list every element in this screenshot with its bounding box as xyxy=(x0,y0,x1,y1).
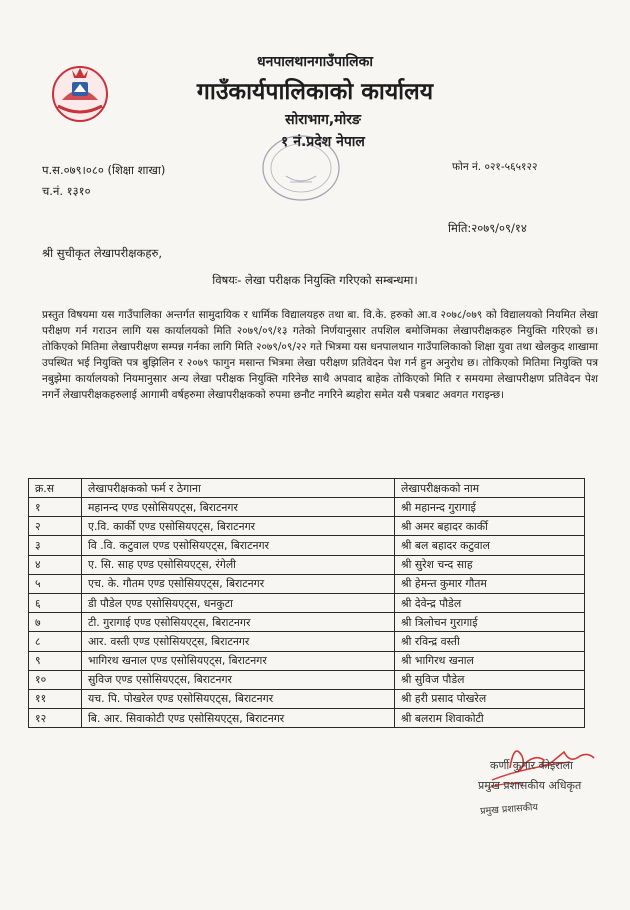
cell-firm: टी. गुरागाई एण्ड एसोसियएट्स, बिराटनगर xyxy=(82,613,395,632)
cell-sn: ४ xyxy=(29,555,82,574)
phone-number: फोन नं. ०२१-५६५१२२ xyxy=(452,161,538,173)
cell-firm: यच. पि. पोखरेल एण्ड एसोसियएट्स, बिराटनगर xyxy=(82,689,395,708)
column-header-firm: लेखापरीक्षकको फर्म र ठेगाना xyxy=(82,479,395,498)
table-row xyxy=(29,670,585,689)
municipality-name: धनपालथानगाउँपालिका xyxy=(256,54,374,70)
cell-auditor: श्री रविन्द्र वस्ती xyxy=(395,632,585,651)
table-row xyxy=(29,555,585,574)
cell-auditor: श्री बल बहादर कटुवाल xyxy=(395,536,585,555)
letter-subject: विषयः- लेखा परीक्षक नियुक्ति गरिएको सम्बन्धमा। xyxy=(212,273,418,287)
cell-auditor: श्री बलराम शिवाकोटी xyxy=(395,709,585,728)
cell-auditor: श्री महानन्द गुरागाई xyxy=(395,498,585,517)
table-row xyxy=(29,517,585,536)
table-row xyxy=(29,536,585,555)
cell-auditor: श्री हेमन्त कुमार गौतम xyxy=(395,574,585,593)
cell-sn: ८ xyxy=(29,632,82,651)
table-row xyxy=(29,498,585,517)
cell-sn: ७ xyxy=(29,613,82,632)
cell-auditor: श्री हरी प्रसाद पोखरेल xyxy=(395,689,585,708)
office-location: सोराभाग,मोरङ xyxy=(285,112,361,128)
cell-firm: ए.वि. कार्की एण्ड एसोसियएट्स, बिराटनगर xyxy=(82,517,395,536)
cell-sn: १ xyxy=(29,498,82,517)
handwritten-signature xyxy=(452,722,602,832)
cell-sn: ३ xyxy=(29,536,82,555)
signatory-stamp: प्रमुख प्रशासकीय xyxy=(479,801,539,818)
cell-auditor: श्री देवेन्द्र पौडेल xyxy=(395,593,585,612)
column-header-auditor: लेखापरीक्षकको नाम xyxy=(395,479,585,498)
table-row xyxy=(29,574,585,593)
cell-auditor: श्री अमर बहादर कार्की xyxy=(395,517,585,536)
cell-sn: १२ xyxy=(29,709,82,728)
table-row xyxy=(29,632,585,651)
cell-sn: १० xyxy=(29,670,82,689)
table-row xyxy=(29,651,585,670)
cell-auditor: श्री सुविज पौडेल xyxy=(395,670,585,689)
recipient-line: श्री सुचीकृत लेखापरीक्षकहरु, xyxy=(42,246,162,260)
cell-firm: बि. आर. सिवाकोटी एण्ड एसोसियएट्स, बिराटनगर xyxy=(82,709,395,728)
signatory-name: कर्णी कुमार कोइराला xyxy=(490,759,573,772)
office-province: १ नं.प्रदेश नेपाल xyxy=(281,134,365,150)
auditor-table xyxy=(28,478,585,728)
cell-sn: ९ xyxy=(29,651,82,670)
cell-firm: डी पौडेल एण्ड एसोसियएट्स, धनकुटा xyxy=(82,593,395,612)
cell-firm: वि .वि. कटुवाल एण्ड एसोसियएट्स, बिराटनगर xyxy=(82,536,395,555)
cell-firm: महानन्द एण्ड एसोसियएट्स, बिराटनगर xyxy=(82,498,395,517)
reference-number: प.स.०७९।०८० (शिक्षा शाखा) xyxy=(42,163,166,177)
cell-firm: आर. वस्ती एण्ड एसोसियएट्स, बिराटनगर xyxy=(82,632,395,651)
cell-sn: २ xyxy=(29,517,82,536)
cell-auditor: श्री त्रिलोचन गुरागाई xyxy=(395,613,585,632)
cell-sn: ११ xyxy=(29,689,82,708)
table-row xyxy=(29,689,585,708)
cell-firm: सुविज एण्ड एसोसियएट्स, बिराटनगर xyxy=(82,670,395,689)
office-title: गाउँकार्यपालिकाको कार्यालय xyxy=(196,79,434,105)
signatory-title: प्रमुख प्रशासकीय अधिकृत xyxy=(478,779,582,792)
table-row xyxy=(29,593,585,612)
column-header-sn: क्र.स xyxy=(29,479,82,498)
table-row xyxy=(29,613,585,632)
cell-firm: भागिरथ खनाल एण्ड एसोसियएट्स, बिराटनगर xyxy=(82,651,395,670)
letter-date: मिति:२०७९/०९/१४ xyxy=(448,221,527,235)
cell-sn: ६ xyxy=(29,593,82,612)
cell-firm: ए. सि. साह एण्ड एसोसियएट्स, रंगेली xyxy=(82,555,395,574)
cell-auditor: श्री भागिरथ खनाल xyxy=(395,651,585,670)
cell-auditor: श्री सुरेश चन्द साह xyxy=(395,555,585,574)
dispatch-number: च.नं. १३१० xyxy=(42,184,91,198)
cell-firm: एच. के. गौतम एण्ड एसोसियएट्स, बिराटनगर xyxy=(82,574,395,593)
cell-sn: ५ xyxy=(29,574,82,593)
office-seal-stamp xyxy=(256,126,346,206)
letter-body: प्रस्तुत विषयमा यस गाउँपालिका अन्तर्गत सामुदायिक र धार्मिक विद्यालयहरु तथा बा. वि.के. हरुको आ.व २०७८/०७९ को विद्यालयको नियमित लेखा परीक्षण गर्न गराउन लागि यस कार्यालयको मिति २०७९/०९/१३ गतेको निर्णयानुसार तपशिल बमोजिमका लेखापरीक्षकहरु नियुक्ति गरिएको छ। तोकिएको मितिमा लेखापरीक्षण सम्पन्न गर्नका लागि मिति २०७९/०९/२२ गते भित्रमा यस धनपालथान गाउँपालिकाको शिक्षा युवा तथा खेलकुद शाखामा उपस्थित भई नियुक्ति पत्र बुझिलिन र २०७९ फागुन मसान्त भित्रमा लेखा परीक्षण प्रतिवेदन पेश गर्न हुन अनुरोध छ। तोकिएको मितिमा नियुक्ति पत्र नबुझेमा कार्यालयको नियमानुसार अन्य लेखा परीक्षक नियुक्ति गरिनेछ साथै अपवाद बाहेक तोकिएको मिति र समयमा लेखापरीक्षण प्रतिवेदन पेश नगर्ने लेखापरीक्षकहरुलाई आगामी वर्षहरुमा लेखापरीक्षकको रुपमा छनौट नगरिने ब्यहोरा समेत यसै पत्रबाट अवगत गराइन्छ। xyxy=(42,309,598,401)
table-header-row xyxy=(29,479,585,498)
